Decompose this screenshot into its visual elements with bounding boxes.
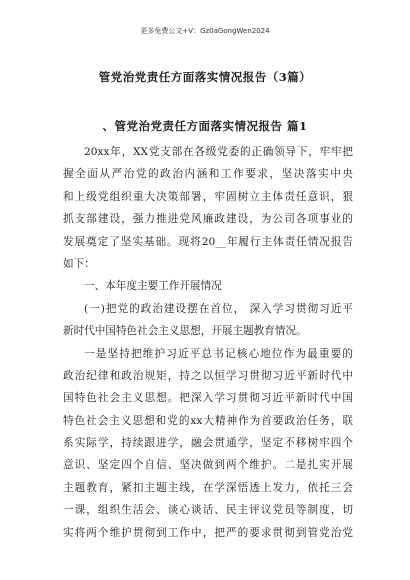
paragraph-line: 握全面从严治党的政治内涵和工作要求，坚决落实中央 [63, 168, 353, 181]
paragraph-line: 实将两个维护贯彻到工作中，把严的要求贯彻到管党治党 [63, 526, 353, 539]
paragraph-line: 抓支部建设，强力推进党风廉政建设，为公司各项事业的 [63, 213, 353, 226]
body-text [63, 141, 353, 544]
paragraph-line: 如下： [63, 257, 95, 270]
paragraph-line: 20xx年，XX党支部在各级党委的正确领导下，牢牢把 [84, 146, 353, 158]
paragraph-line: 政治纪律和政治规矩，持之以恒学习贯彻习近平新时代中 [63, 369, 353, 382]
heading-line: 一、本年度主要工作开展情况 [84, 280, 222, 293]
paragraph-line: 一课，组织生活会、谈心谈话、民主评议党员等制度，切 [63, 504, 353, 517]
paragraph-line: 意识、坚定四个自信、坚决做到两个维护。二是扎实开展 [63, 459, 353, 472]
watermark-text: 更多免费公文+V：Gz0aGongWen2024 [140, 27, 270, 35]
section-title: 、管党治党责任方面落实情况报告 篇1 [102, 119, 308, 133]
paragraph-line: 主题教育，紧扣主题主线，在学深悟透上发力，依托三会 [63, 481, 353, 494]
paragraph-line: 发展奠定了坚实基础。现将20__年履行主体责任情况报告 [63, 235, 353, 248]
paragraph-line: 新时代中国特色社会主义思想，开展主题教育情况。 [63, 325, 307, 338]
paragraph-line: 一是坚持把维护习近平总书记核心地位作为最重要的 [84, 347, 353, 360]
paragraph-line: 国特色社会主义思想。把深入学习贯彻习近平新时代中国 [63, 392, 353, 405]
document-title: 管党治党责任方面落实情况报告（3篇） [98, 70, 312, 84]
paragraph-line: 和上级党组织重大决策部署，牢固树立主体责任意识，狠 [63, 190, 353, 203]
paragraph-line: 系实际学，持续跟进学，融会贯通学，坚定不移树牢四个 [63, 437, 353, 450]
paragraph-line: (一)把党的政治建设摆在首位， 深入学习贯彻习近平 [84, 302, 353, 315]
paragraph-line: 特色社会主义思想和党的xx大精神作为首要政治任务，联 [63, 414, 353, 427]
